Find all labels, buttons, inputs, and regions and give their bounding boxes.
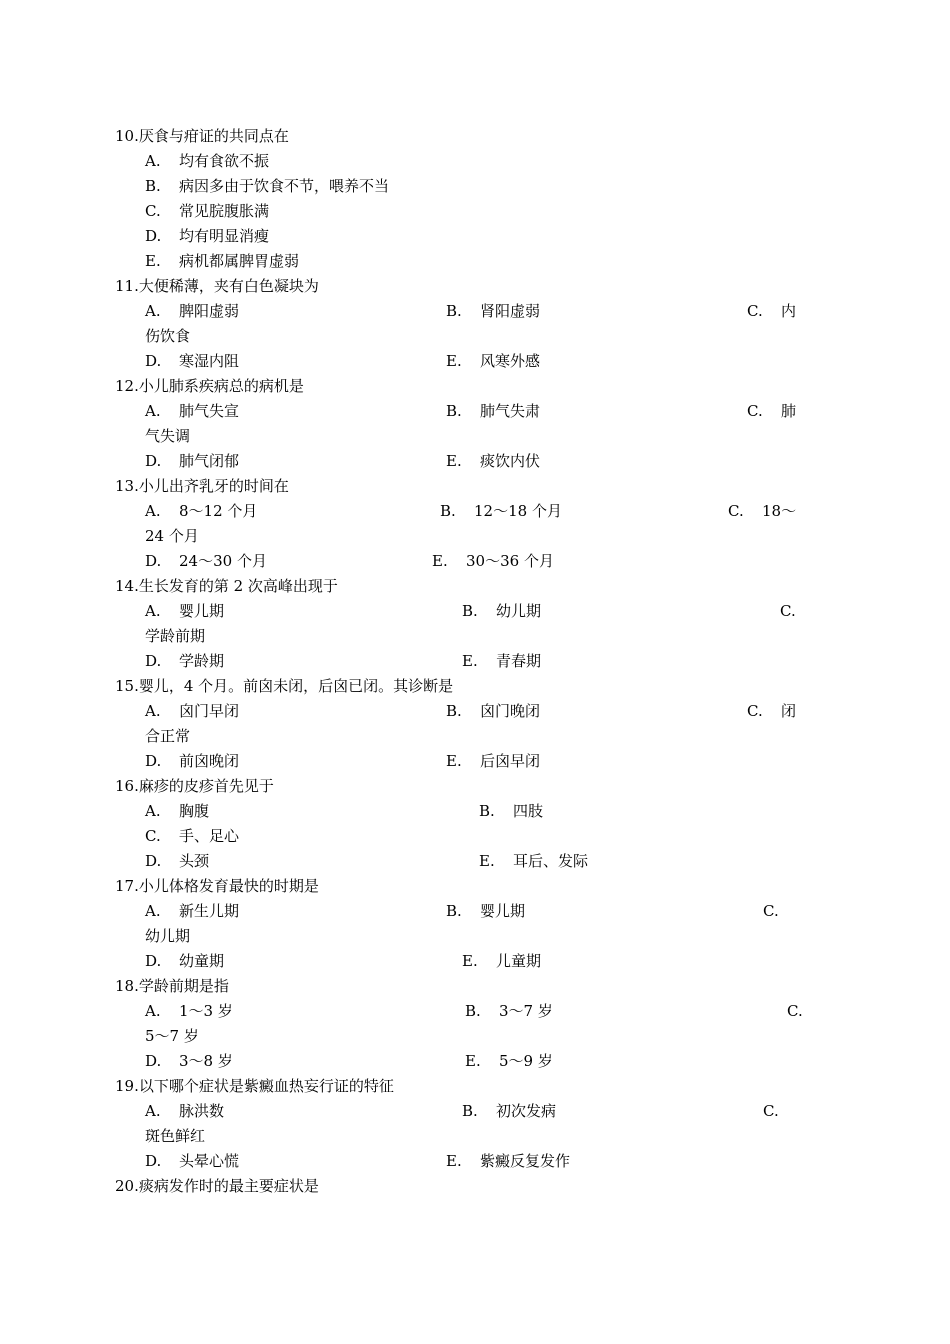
option-letter: D. — [145, 1152, 162, 1170]
option-text: 紫癜反复发作 — [480, 1152, 571, 1170]
option-text: 3～8 岁 — [179, 1052, 233, 1070]
option-d — [145, 1049, 233, 1074]
option-b — [145, 174, 389, 199]
question-stem: 17.小儿体格发育最快的时期是 — [115, 877, 319, 895]
option-text: 新生儿期 — [179, 902, 240, 920]
option-text: 手、足心 — [179, 827, 240, 845]
option-text: 学龄期 — [179, 652, 225, 670]
option-letter: D. — [145, 552, 162, 570]
option-letter: E. — [432, 552, 448, 570]
option-text: 1～3 岁 — [179, 1002, 233, 1020]
option-d — [145, 649, 224, 674]
option-c — [780, 599, 814, 624]
option-text: 头颈 — [179, 852, 210, 870]
option-d — [145, 224, 269, 249]
option-e — [446, 449, 540, 474]
option-text: 囟门早闭 — [179, 702, 240, 720]
option-text: 均有食欲不振 — [179, 152, 270, 170]
option-letter: B. — [462, 1102, 478, 1120]
option-letter: D. — [145, 227, 162, 245]
question-stem: 16.麻疹的皮疹首先见于 — [115, 777, 274, 795]
option-letter: D. — [145, 352, 162, 370]
option-text: 幼儿期 — [496, 602, 542, 620]
option-text: 前囟晚闭 — [179, 752, 240, 770]
option-d — [145, 949, 224, 974]
option-letter: E. — [479, 852, 495, 870]
question-stem: 13.小儿出齐乳牙的时间在 — [115, 477, 289, 495]
option-d — [145, 1149, 239, 1174]
option-c — [145, 824, 239, 849]
option-letter: E. — [465, 1052, 481, 1070]
option-text: 内 — [781, 302, 797, 320]
question-stem: 12.小儿肺系疾病总的病机是 — [115, 377, 304, 395]
option-letter: E. — [446, 1152, 462, 1170]
option-letter: B. — [446, 402, 462, 420]
option-letter: E. — [462, 652, 478, 670]
option-text: 30～36 个月 — [466, 552, 554, 570]
option-b — [479, 799, 543, 824]
question-stem: 18.学龄前期是指 — [115, 977, 229, 995]
option-text: 后囟早闭 — [480, 752, 541, 770]
option-e — [446, 349, 540, 374]
option-letter: A. — [145, 502, 161, 520]
option-e — [462, 649, 541, 674]
option-text: 肺气失肃 — [480, 402, 541, 420]
option-letter: C. — [145, 827, 161, 845]
option-text: 病因多由于饮食不节，喂养不当 — [179, 177, 390, 195]
option-b — [465, 999, 553, 1024]
option-a — [145, 599, 224, 624]
option-b — [440, 499, 562, 524]
option-letter: A. — [145, 902, 161, 920]
option-text: 初次发病 — [496, 1102, 557, 1120]
option-letter: B. — [440, 502, 456, 520]
option-text: 痰饮内伏 — [480, 452, 541, 470]
option-e — [145, 249, 299, 274]
option-text: 3～7 岁 — [499, 1002, 553, 1020]
option-c — [145, 199, 269, 224]
option-letter: A. — [145, 1002, 161, 1020]
option-letter: C. — [747, 302, 763, 320]
question-stem: 19.以下哪个症状是紫癜血热妄行证的特征 — [115, 1077, 394, 1095]
option-letter: E. — [446, 452, 462, 470]
option-a — [145, 1099, 224, 1124]
option-c — [747, 699, 796, 724]
option-text: 5～9 岁 — [499, 1052, 553, 1070]
option-c-continued: 5～7 岁 — [145, 1027, 199, 1045]
option-letter: C. — [747, 402, 763, 420]
option-letter: D. — [145, 852, 162, 870]
option-letter: E. — [462, 952, 478, 970]
option-b — [462, 1099, 556, 1124]
option-d — [145, 849, 209, 874]
option-letter: B. — [479, 802, 495, 820]
option-e — [446, 1149, 570, 1174]
option-text: 24～30 个月 — [179, 552, 267, 570]
option-letter: D. — [145, 752, 162, 770]
option-letter: B. — [462, 602, 478, 620]
option-b — [462, 599, 541, 624]
option-letter: A. — [145, 702, 161, 720]
option-c-continued: 合正常 — [145, 727, 191, 745]
option-c-continued: 24 个月 — [145, 527, 199, 545]
option-b — [446, 299, 540, 324]
option-text: 肾阳虚弱 — [480, 302, 541, 320]
option-a — [145, 299, 239, 324]
option-letter: C. — [787, 1002, 803, 1020]
question-stem: 15.婴儿，4 个月。前囟未闭，后囟已闭。其诊断是 — [115, 677, 454, 695]
option-letter: A. — [145, 402, 161, 420]
option-text: 儿童期 — [496, 952, 542, 970]
option-e — [465, 1049, 553, 1074]
option-letter: B. — [446, 302, 462, 320]
option-text: 18～ — [762, 502, 797, 520]
option-text: 青春期 — [496, 652, 542, 670]
option-text: 肺 — [781, 402, 797, 420]
option-text: 婴儿期 — [179, 602, 225, 620]
option-letter: B. — [446, 702, 462, 720]
option-text: 12～18 个月 — [474, 502, 562, 520]
option-d — [145, 349, 239, 374]
option-text: 常见脘腹胀满 — [179, 202, 270, 220]
option-text: 均有明显消瘦 — [179, 227, 270, 245]
option-a — [145, 399, 239, 424]
option-c — [747, 399, 796, 424]
option-b — [446, 399, 540, 424]
option-letter: E. — [145, 252, 161, 270]
question-stem: 11.大便稀薄，夹有白色凝块为 — [115, 277, 319, 295]
option-a — [145, 999, 233, 1024]
option-letter: D. — [145, 452, 162, 470]
option-e — [462, 949, 541, 974]
question-stem: 20.痰病发作时的最主要症状是 — [115, 1177, 319, 1195]
option-text: 头晕心慌 — [179, 1152, 240, 1170]
option-c-continued: 斑色鲜红 — [145, 1127, 206, 1145]
option-letter: A. — [145, 1102, 161, 1120]
option-letter: D. — [145, 1052, 162, 1070]
option-text: 脾阳虚弱 — [179, 302, 240, 320]
option-text: 寒湿内阻 — [179, 352, 240, 370]
option-letter: C. — [728, 502, 744, 520]
option-letter: C. — [763, 1102, 779, 1120]
option-d — [145, 549, 267, 574]
option-text: 肺气失宣 — [179, 402, 240, 420]
option-letter: E. — [446, 752, 462, 770]
option-c — [763, 1099, 797, 1124]
option-text: 囟门晚闭 — [480, 702, 541, 720]
option-a — [145, 799, 209, 824]
option-letter: E. — [446, 352, 462, 370]
option-letter: D. — [145, 652, 162, 670]
option-c — [763, 899, 797, 924]
option-letter: C. — [763, 902, 779, 920]
option-e — [432, 549, 554, 574]
option-text: 耳后、发际 — [513, 852, 589, 870]
option-e — [479, 849, 588, 874]
option-text: 肺气闭郁 — [179, 452, 240, 470]
option-c-continued: 学龄前期 — [145, 627, 206, 645]
option-text: 四肢 — [513, 802, 544, 820]
option-c-continued: 幼儿期 — [145, 927, 191, 945]
question-stem: 10.厌食与疳证的共同点在 — [115, 127, 289, 145]
option-letter: B. — [465, 1002, 481, 1020]
option-text: 脉洪数 — [179, 1102, 225, 1120]
option-text: 8～12 个月 — [179, 502, 258, 520]
option-text: 风寒外感 — [480, 352, 541, 370]
option-letter: A. — [145, 302, 161, 320]
option-letter: A. — [145, 602, 161, 620]
option-e — [446, 749, 540, 774]
option-c-continued: 伤饮食 — [145, 327, 191, 345]
option-text: 胸腹 — [179, 802, 210, 820]
option-b — [446, 699, 540, 724]
option-c-continued: 气失调 — [145, 427, 191, 445]
option-letter: C. — [747, 702, 763, 720]
option-b — [446, 899, 525, 924]
option-letter: B. — [446, 902, 462, 920]
option-d — [145, 749, 239, 774]
option-c — [747, 299, 796, 324]
question-stem: 14.生长发育的第 2 次高峰出现于 — [115, 577, 338, 595]
option-letter: B. — [145, 177, 161, 195]
option-a — [145, 699, 239, 724]
option-text: 病机都属脾胃虚弱 — [179, 252, 300, 270]
option-letter: C. — [780, 602, 796, 620]
option-d — [145, 449, 239, 474]
option-letter: A. — [145, 152, 161, 170]
option-text: 闭 — [781, 702, 797, 720]
option-text: 婴儿期 — [480, 902, 526, 920]
option-a — [145, 899, 239, 924]
option-a — [145, 499, 257, 524]
option-c — [787, 999, 821, 1024]
option-letter: A. — [145, 802, 161, 820]
option-text: 幼童期 — [179, 952, 225, 970]
option-letter: D. — [145, 952, 162, 970]
option-a — [145, 149, 269, 174]
option-letter: C. — [145, 202, 161, 220]
option-c — [728, 499, 796, 524]
